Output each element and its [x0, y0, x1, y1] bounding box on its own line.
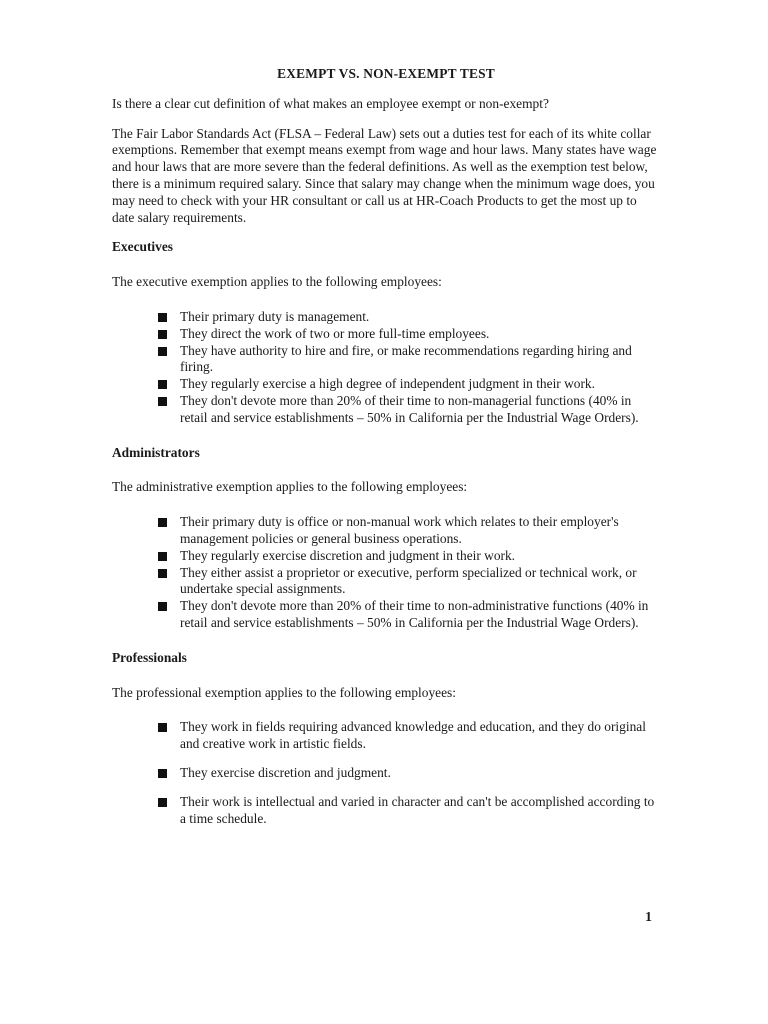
list-item-text: They either assist a proprietor or executive, perform specialized or technical work, or undertake special assignments. — [180, 564, 637, 597]
bullet-square-icon — [158, 569, 167, 578]
list-item-text: They don't devote more than 20% of their time to non-administrative functions (40% in retail and service establishments – 50% in California per the Industrial Wage Orders). — [180, 598, 649, 630]
list-item — [158, 548, 660, 565]
list-item — [158, 719, 660, 753]
bullet-square-icon — [158, 798, 167, 807]
document-page — [112, 66, 660, 845]
section-heading-administrators: Administrators — [112, 444, 200, 460]
section-heading-professionals: Professionals — [112, 649, 187, 665]
section-lead-executives: The executive exemption applies to the following employees: — [112, 274, 442, 290]
list-item-text: They direct the work of two or more full-time employees. — [180, 325, 490, 341]
list-item — [158, 765, 660, 782]
list-item — [158, 309, 660, 326]
bullet-square-icon — [158, 602, 167, 611]
bullet-square-icon — [158, 313, 167, 322]
list-item — [158, 598, 660, 632]
list-item-text: They regularly exercise discretion and judgment in their work. — [180, 547, 516, 563]
list-item — [158, 514, 660, 548]
bullet-square-icon — [158, 330, 167, 339]
list-item — [158, 376, 660, 393]
intro-question: Is there a clear cut definition of what makes an employee exempt or non-exempt? — [112, 95, 549, 111]
list-item — [158, 326, 660, 343]
list-item-text: They work in fields requiring advanced knowledge and education, and they do original and creative work in artistic fields. — [180, 719, 646, 752]
list-item-text: Their primary duty is management. — [180, 308, 370, 324]
bullet-square-icon — [158, 347, 167, 356]
section-lead-professionals: The professional exemption applies to the following employees: — [112, 684, 456, 700]
document-title: EXEMPT VS. NON-EXEMPT TEST — [277, 66, 495, 81]
page-number: 1 — [645, 910, 652, 925]
intro-paragraph: The Fair Labor Standards Act (FLSA – Federal Law) sets out a duties test for each of its white collar exemptions. Remember that exempt means exempt from wage and hour laws. Many states have wage and hour laws that are more severe than the federal definitions. As well as the exemption test below, there is a minimum required salary. Since that salary may change when the minimum wage does, you may need to check with your HR consultant or call us at HR-Coach Products to get the most up to date salary requirements. — [112, 125, 657, 225]
list-item-text: Their work is intellectual and varied in character and can't be accomplished according to a time schedule. — [180, 793, 655, 826]
list-item-text: They have authority to hire and fire, or make recommendations regarding hiring and firing. — [180, 342, 632, 375]
bullet-square-icon — [158, 397, 167, 406]
bullet-square-icon — [158, 552, 167, 561]
list-item-text: They don't devote more than 20% of their time to non-managerial functions (40% in retail and service establishments – 50% in California per the Industrial Wage Orders). — [180, 392, 639, 425]
list-item — [158, 393, 660, 427]
bullet-square-icon — [158, 723, 167, 732]
bullet-list-professionals — [112, 719, 660, 827]
list-item — [158, 565, 660, 599]
bullet-list-executives — [112, 309, 660, 427]
list-item — [158, 343, 660, 377]
list-item-text: Their primary duty is office or non-manual work which relates to their employer's management policies or general business operations. — [180, 514, 619, 546]
list-item-text: They regularly exercise a high degree of independent judgment in their work. — [180, 376, 595, 392]
bullet-square-icon — [158, 380, 167, 389]
bullet-square-icon — [158, 518, 167, 527]
list-item — [158, 794, 660, 828]
bullet-square-icon — [158, 769, 167, 778]
section-lead-administrators: The administrative exemption applies to the following employees: — [112, 479, 468, 495]
bullet-list-administrators — [112, 514, 660, 632]
list-item-text: They exercise discretion and judgment. — [180, 764, 391, 780]
section-heading-executives: Executives — [112, 239, 173, 255]
